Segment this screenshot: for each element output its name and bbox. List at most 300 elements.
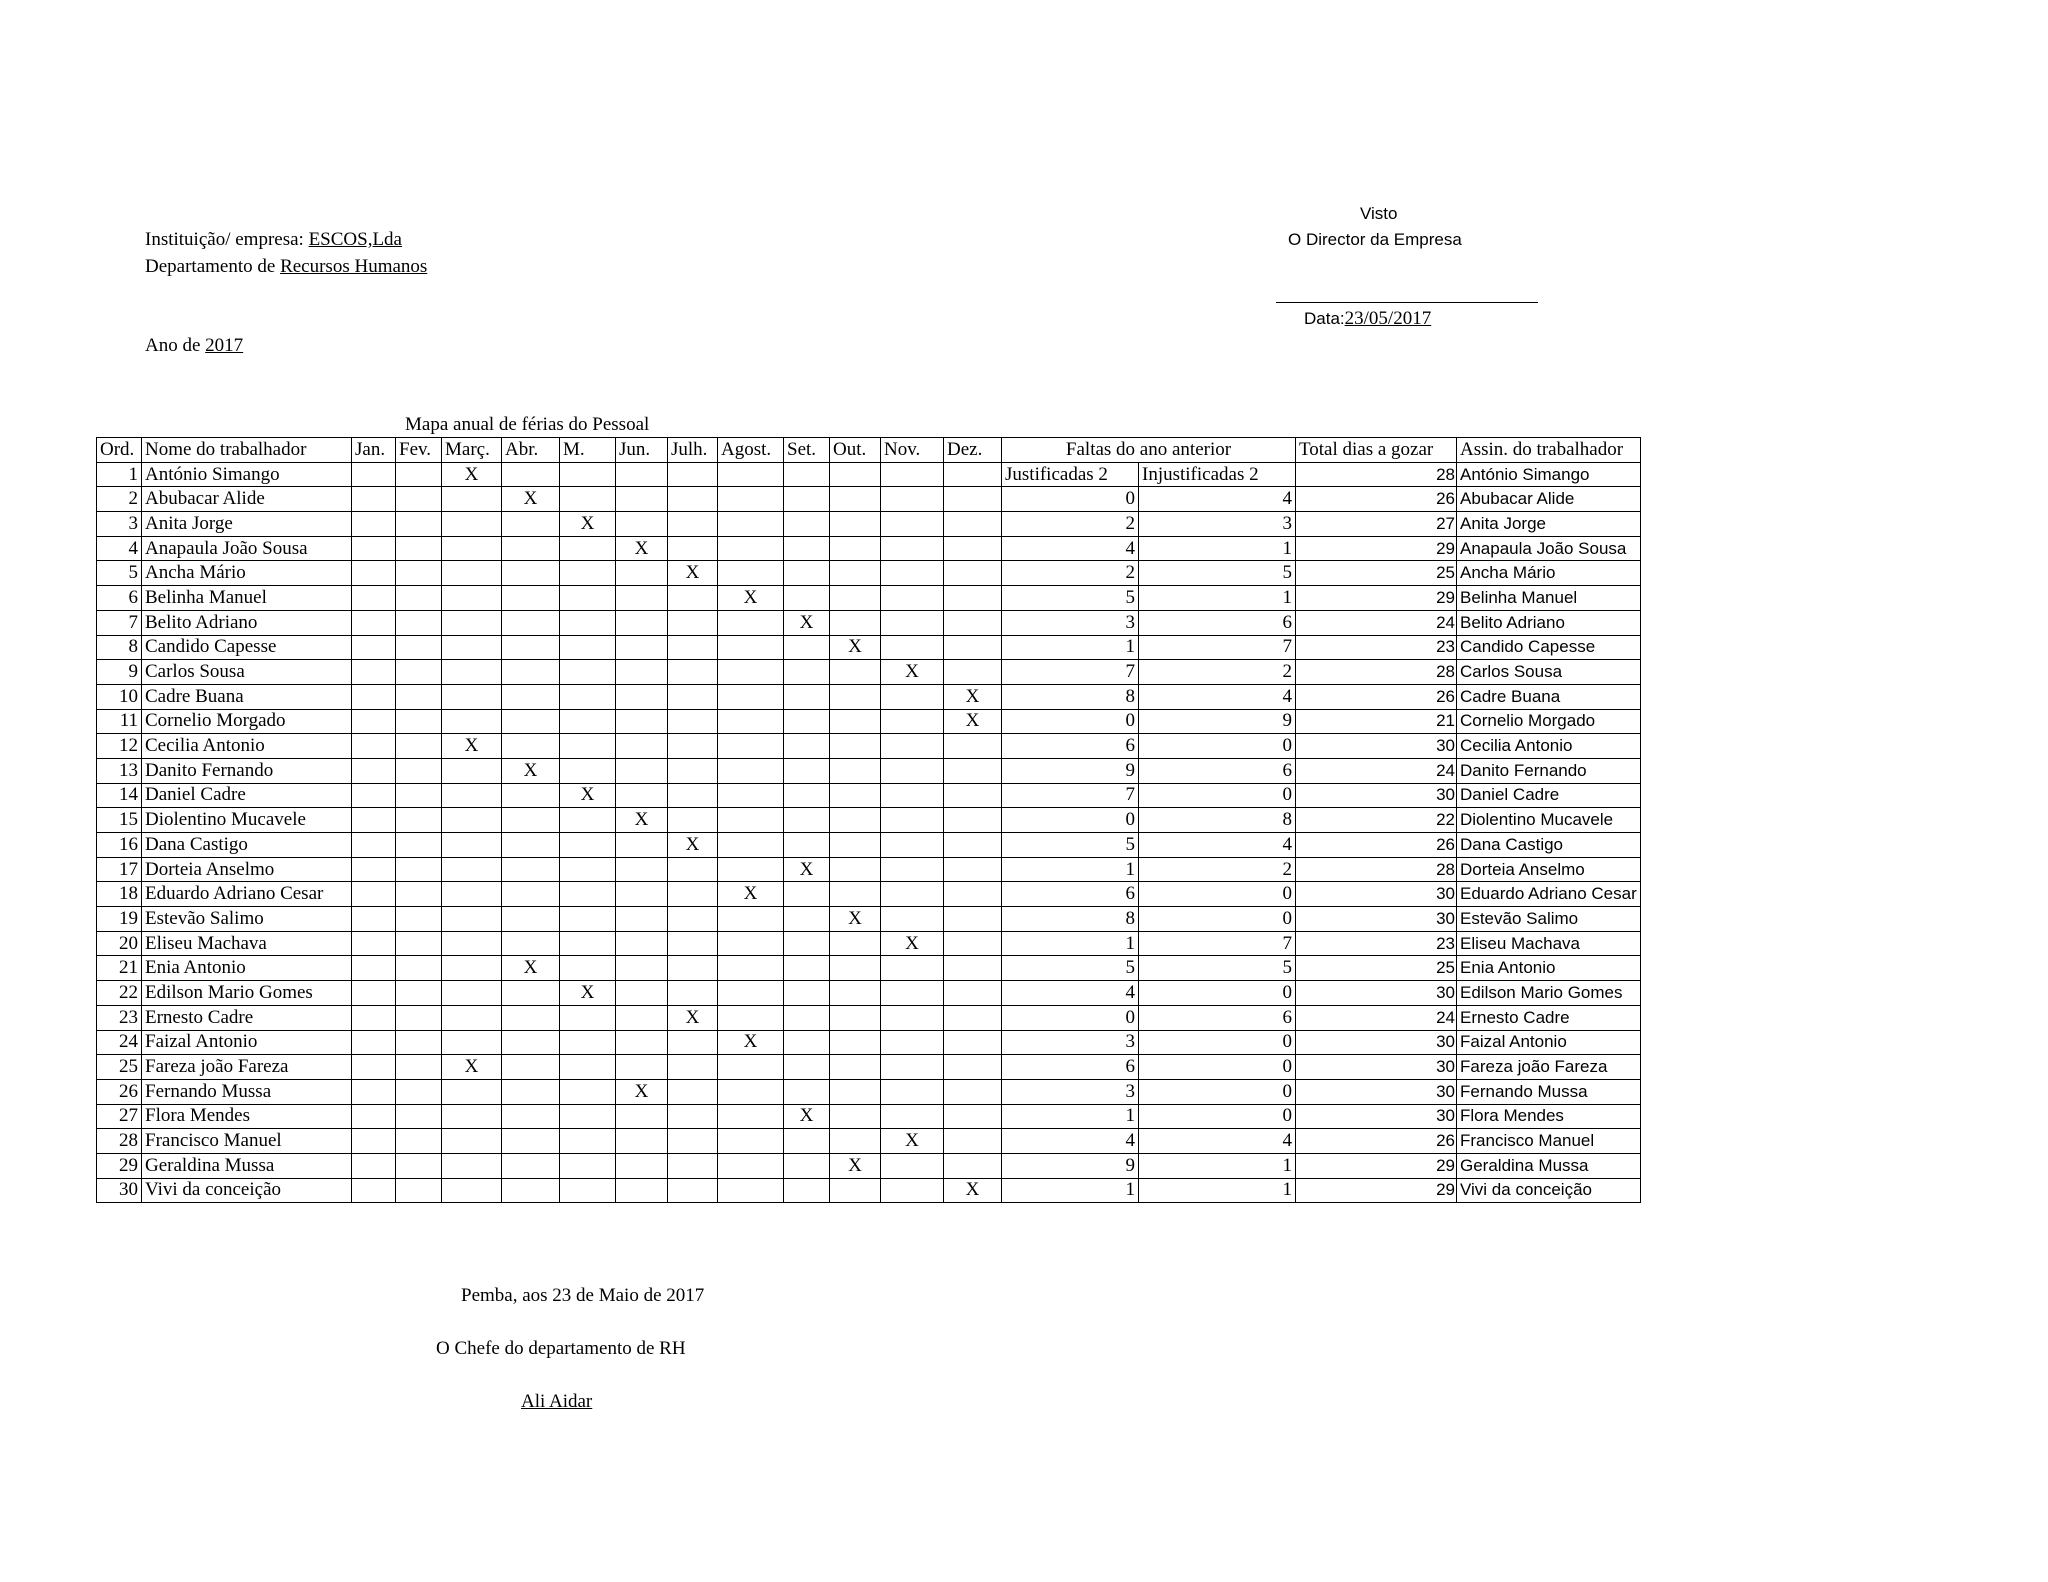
chief-name: Ali Aidar: [521, 1391, 593, 1412]
total-days-cell: 30: [1296, 882, 1457, 907]
vacation-mark: X: [634, 809, 649, 831]
total-days-cell: 28: [1296, 857, 1457, 882]
month-cell: [830, 660, 881, 685]
chief-title: O Chefe do departamento de RH: [436, 1338, 686, 1359]
month-cell: [352, 808, 396, 833]
month-cell: [616, 635, 668, 660]
department-label: Departamento de: [145, 256, 281, 277]
month-cell: [396, 734, 442, 759]
institution-line: [145, 229, 402, 251]
month-cell: [560, 833, 616, 858]
month-cell: [352, 586, 396, 611]
total-days-cell: 26: [1296, 1129, 1457, 1154]
month-cell: [616, 857, 668, 882]
col-header-name: Nome do trabalhador: [142, 438, 352, 463]
month-cell: [830, 512, 881, 537]
name-cell: Candido Capesse: [142, 635, 352, 660]
col-header-out: Out.: [830, 438, 881, 463]
table-row: [97, 808, 1641, 833]
justified-absences-cell: 9: [1002, 1153, 1139, 1178]
month-cell: [352, 956, 396, 981]
justified-absences-cell: 4: [1002, 1129, 1139, 1154]
month-cell: [560, 931, 616, 956]
month-cell: [396, 1104, 442, 1129]
month-cell: [502, 561, 560, 586]
month-cell: [502, 1079, 560, 1104]
unjustified-absences-cell: 8: [1139, 808, 1296, 833]
month-cell: [396, 660, 442, 685]
col-header-fev: Fev.: [396, 438, 442, 463]
month-cell: [881, 783, 944, 808]
month-cell: [616, 660, 668, 685]
worker-signature-cell: Fareza joão Fareza: [1457, 1055, 1641, 1080]
month-cell: [881, 487, 944, 512]
month-cell: [502, 709, 560, 734]
unjustified-absences-cell: 4: [1139, 833, 1296, 858]
month-cell: [668, 1079, 718, 1104]
table-row: [97, 758, 1641, 783]
month-cell: [502, 758, 560, 783]
month-cell: [718, 1104, 784, 1129]
month-cell: [784, 462, 830, 487]
vacation-mark: X: [743, 586, 758, 608]
month-cell: [830, 931, 881, 956]
worker-signature-cell: Dorteia Anselmo: [1457, 857, 1641, 882]
month-cell: [396, 783, 442, 808]
worker-signature-cell: Estevão Salimo: [1457, 907, 1641, 932]
month-cell: [784, 857, 830, 882]
month-cell: [442, 857, 502, 882]
month-cell: [830, 487, 881, 512]
month-cell: [830, 586, 881, 611]
month-cell: [668, 981, 718, 1006]
vacation-roster-table: [96, 437, 1641, 1203]
month-cell: [442, 907, 502, 932]
month-cell: [881, 1055, 944, 1080]
month-cell: [396, 635, 442, 660]
table-row: [97, 512, 1641, 537]
worker-signature-cell: Cadre Buana: [1457, 684, 1641, 709]
name-cell: Ernesto Cadre: [142, 1005, 352, 1030]
unjustified-absences-cell: 0: [1139, 1055, 1296, 1080]
month-cell: [396, 684, 442, 709]
month-cell: [396, 586, 442, 611]
unjustified-absences-cell: 0: [1139, 1104, 1296, 1129]
month-cell: [944, 635, 1002, 660]
table-row: [97, 561, 1641, 586]
month-cell: [830, 1178, 881, 1203]
month-cell: [784, 783, 830, 808]
month-cell: [616, 981, 668, 1006]
col-header-jul: Julh.: [668, 438, 718, 463]
table-row: [97, 1030, 1641, 1055]
month-cell: [442, 1178, 502, 1203]
month-cell: [784, 931, 830, 956]
month-cell: [668, 882, 718, 907]
worker-signature-cell: Eliseu Machava: [1457, 931, 1641, 956]
name-cell: Carlos Sousa: [142, 660, 352, 685]
justified-absences-cell: 5: [1002, 833, 1139, 858]
table-row: [97, 931, 1641, 956]
unjustified-absences-cell: 4: [1139, 1129, 1296, 1154]
ord-cell: 20: [97, 931, 142, 956]
month-cell: [442, 1104, 502, 1129]
department-line: [145, 256, 427, 278]
month-cell: [944, 783, 1002, 808]
month-cell: [944, 487, 1002, 512]
month-cell: [830, 1079, 881, 1104]
ord-cell: 24: [97, 1030, 142, 1055]
month-cell: [668, 561, 718, 586]
month-cell: [718, 512, 784, 537]
month-cell: [668, 536, 718, 561]
month-cell: [442, 487, 502, 512]
month-cell: [502, 660, 560, 685]
worker-signature-cell: Dana Castigo: [1457, 833, 1641, 858]
ord-cell: 27: [97, 1104, 142, 1129]
month-cell: [352, 734, 396, 759]
ord-cell: 14: [97, 783, 142, 808]
unjustified-absences-cell: 6: [1139, 1005, 1296, 1030]
month-cell: [352, 487, 396, 512]
total-days-cell: 29: [1296, 1178, 1457, 1203]
table-row: [97, 635, 1641, 660]
month-cell: [616, 808, 668, 833]
unjustified-absences-cell: 9: [1139, 709, 1296, 734]
month-cell: [502, 1030, 560, 1055]
month-cell: [616, 536, 668, 561]
col-header-set: Set.: [784, 438, 830, 463]
month-cell: [784, 1079, 830, 1104]
total-days-cell: 24: [1296, 1005, 1457, 1030]
month-cell: [881, 586, 944, 611]
name-cell: Eduardo Adriano Cesar: [142, 882, 352, 907]
unjustified-absences-cell: 1: [1139, 1178, 1296, 1203]
month-cell: [784, 833, 830, 858]
table-row: [97, 956, 1641, 981]
month-cell: [502, 931, 560, 956]
name-cell: Eliseu Machava: [142, 931, 352, 956]
month-cell: [616, 1104, 668, 1129]
worker-signature-cell: Faizal Antonio: [1457, 1030, 1641, 1055]
table-row: [97, 833, 1641, 858]
justified-absences-cell: 0: [1002, 709, 1139, 734]
vacation-mark: X: [634, 537, 649, 559]
month-cell: [668, 635, 718, 660]
name-cell: Enia Antonio: [142, 956, 352, 981]
table-row: [97, 783, 1641, 808]
month-cell: [502, 1129, 560, 1154]
month-cell: [668, 610, 718, 635]
month-cell: [502, 1055, 560, 1080]
justified-absences-cell: 1: [1002, 1178, 1139, 1203]
month-cell: [442, 758, 502, 783]
table-row: [97, 684, 1641, 709]
month-cell: [881, 1104, 944, 1129]
total-days-cell: 26: [1296, 487, 1457, 512]
month-cell: [668, 1005, 718, 1030]
month-cell: [830, 1129, 881, 1154]
month-cell: [881, 758, 944, 783]
justified-absences-cell: 8: [1002, 907, 1139, 932]
month-cell: [442, 956, 502, 981]
month-cell: [718, 660, 784, 685]
month-cell: [881, 462, 944, 487]
month-cell: [352, 931, 396, 956]
month-cell: [944, 684, 1002, 709]
month-cell: [396, 931, 442, 956]
month-cell: [502, 981, 560, 1006]
col-header-dez: Dez.: [944, 438, 1002, 463]
month-cell: [396, 758, 442, 783]
worker-signature-cell: Cecilia Antonio: [1457, 734, 1641, 759]
month-cell: [784, 561, 830, 586]
unjustified-absences-cell: 3: [1139, 512, 1296, 537]
total-days-cell: 29: [1296, 1153, 1457, 1178]
month-cell: [784, 586, 830, 611]
month-cell: [944, 1079, 1002, 1104]
month-cell: [830, 1104, 881, 1129]
total-days-cell: 25: [1296, 561, 1457, 586]
month-cell: [718, 487, 784, 512]
month-cell: [944, 882, 1002, 907]
worker-signature-cell: Edilson Mario Gomes: [1457, 981, 1641, 1006]
month-cell: [784, 981, 830, 1006]
month-cell: [352, 684, 396, 709]
month-cell: [881, 1030, 944, 1055]
month-cell: [881, 1129, 944, 1154]
ord-cell: 8: [97, 635, 142, 660]
month-cell: [502, 857, 560, 882]
month-cell: [944, 808, 1002, 833]
ord-cell: 1: [97, 462, 142, 487]
month-cell: [352, 561, 396, 586]
month-cell: [502, 907, 560, 932]
month-cell: [560, 882, 616, 907]
justified-absences-cell: Justificadas 2: [1002, 462, 1139, 487]
col-header-total: Total dias a gozar: [1296, 438, 1457, 463]
ord-cell: 5: [97, 561, 142, 586]
month-cell: [560, 462, 616, 487]
month-cell: [830, 833, 881, 858]
month-cell: [944, 1055, 1002, 1080]
ord-cell: 9: [97, 660, 142, 685]
vacation-mark: X: [580, 981, 595, 1003]
month-cell: [718, 882, 784, 907]
table-row: [97, 660, 1641, 685]
month-cell: [784, 1005, 830, 1030]
month-cell: [668, 1030, 718, 1055]
total-days-cell: 29: [1296, 586, 1457, 611]
month-cell: [830, 882, 881, 907]
worker-signature-cell: Carlos Sousa: [1457, 660, 1641, 685]
justified-absences-cell: 5: [1002, 586, 1139, 611]
month-cell: [502, 536, 560, 561]
justified-absences-cell: 6: [1002, 734, 1139, 759]
month-cell: [718, 783, 784, 808]
month-cell: [560, 857, 616, 882]
month-cell: [442, 1055, 502, 1080]
total-days-cell: 30: [1296, 734, 1457, 759]
month-cell: [396, 561, 442, 586]
month-cell: [668, 783, 718, 808]
worker-signature-cell: Daniel Cadre: [1457, 783, 1641, 808]
month-cell: [830, 956, 881, 981]
institution-value: ESCOS,Lda: [308, 229, 402, 250]
ord-cell: 6: [97, 586, 142, 611]
name-cell: Estevão Salimo: [142, 907, 352, 932]
worker-signature-cell: Belito Adriano: [1457, 610, 1641, 635]
unjustified-absences-cell: 5: [1139, 956, 1296, 981]
month-cell: [442, 833, 502, 858]
worker-signature-cell: Anapaula João Sousa: [1457, 536, 1641, 561]
ord-cell: 23: [97, 1005, 142, 1030]
month-cell: [616, 1129, 668, 1154]
month-cell: [881, 1005, 944, 1030]
month-cell: [881, 1079, 944, 1104]
month-cell: [396, 462, 442, 487]
ord-cell: 11: [97, 709, 142, 734]
month-cell: [560, 1030, 616, 1055]
month-cell: [668, 857, 718, 882]
vacation-mark: X: [848, 636, 862, 658]
month-cell: [784, 512, 830, 537]
month-cell: [616, 1055, 668, 1080]
name-cell: Diolentino Mucavele: [142, 808, 352, 833]
month-cell: [560, 610, 616, 635]
month-cell: [396, 1005, 442, 1030]
unjustified-absences-cell: 0: [1139, 1030, 1296, 1055]
year-line: [145, 335, 243, 357]
total-days-cell: 23: [1296, 931, 1457, 956]
month-cell: [718, 758, 784, 783]
ord-cell: 12: [97, 734, 142, 759]
month-cell: [784, 1055, 830, 1080]
unjustified-absences-cell: 5: [1139, 561, 1296, 586]
month-cell: [668, 758, 718, 783]
month-cell: [784, 709, 830, 734]
month-cell: [560, 536, 616, 561]
vacation-mark: X: [799, 611, 814, 633]
month-cell: [616, 512, 668, 537]
month-cell: [830, 758, 881, 783]
month-cell: [442, 734, 502, 759]
month-cell: [616, 882, 668, 907]
vacation-mark: X: [464, 735, 479, 757]
col-header-mar: Març.: [442, 438, 502, 463]
month-cell: [944, 1030, 1002, 1055]
month-cell: [560, 907, 616, 932]
vacation-mark: X: [965, 1179, 980, 1201]
justified-absences-cell: 2: [1002, 512, 1139, 537]
month-cell: [668, 487, 718, 512]
month-cell: [560, 487, 616, 512]
month-cell: [616, 462, 668, 487]
name-cell: Abubacar Alide: [142, 487, 352, 512]
unjustified-absences-cell: 7: [1139, 635, 1296, 660]
ord-cell: 28: [97, 1129, 142, 1154]
ord-cell: 19: [97, 907, 142, 932]
month-cell: [668, 833, 718, 858]
month-cell: [560, 586, 616, 611]
month-cell: [442, 808, 502, 833]
unjustified-absences-cell: 2: [1139, 660, 1296, 685]
justified-absences-cell: 3: [1002, 1030, 1139, 1055]
month-cell: [442, 586, 502, 611]
month-cell: [352, 882, 396, 907]
department-value: Recursos Humanos: [280, 256, 428, 277]
justified-absences-cell: 4: [1002, 981, 1139, 1006]
month-cell: [718, 462, 784, 487]
month-cell: [352, 1030, 396, 1055]
month-cell: [502, 882, 560, 907]
table-row: [97, 882, 1641, 907]
month-cell: [784, 660, 830, 685]
justified-absences-cell: 0: [1002, 808, 1139, 833]
name-cell: Vivi da conceição: [142, 1178, 352, 1203]
month-cell: [784, 536, 830, 561]
month-cell: [616, 783, 668, 808]
unjustified-absences-cell: 1: [1139, 586, 1296, 611]
month-cell: [560, 734, 616, 759]
month-cell: [944, 981, 1002, 1006]
month-cell: [718, 561, 784, 586]
month-cell: [616, 734, 668, 759]
name-cell: Danito Fernando: [142, 758, 352, 783]
month-cell: [442, 635, 502, 660]
month-cell: [442, 660, 502, 685]
month-cell: [718, 1153, 784, 1178]
month-cell: [830, 684, 881, 709]
month-cell: [830, 536, 881, 561]
justified-absences-cell: 1: [1002, 857, 1139, 882]
month-cell: [616, 1005, 668, 1030]
month-cell: [944, 907, 1002, 932]
month-cell: [396, 512, 442, 537]
unjustified-absences-cell: 2: [1139, 857, 1296, 882]
month-cell: [442, 1129, 502, 1154]
name-cell: Geraldina Mussa: [142, 1153, 352, 1178]
total-days-cell: 30: [1296, 1079, 1457, 1104]
month-cell: [352, 907, 396, 932]
name-cell: Flora Mendes: [142, 1104, 352, 1129]
month-cell: [668, 1178, 718, 1203]
unjustified-absences-cell: 0: [1139, 783, 1296, 808]
month-cell: [560, 758, 616, 783]
month-cell: [668, 1153, 718, 1178]
month-cell: [668, 1055, 718, 1080]
table-row: [97, 1129, 1641, 1154]
month-cell: [442, 882, 502, 907]
worker-signature-cell: Abubacar Alide: [1457, 487, 1641, 512]
month-cell: [502, 1178, 560, 1203]
total-days-cell: 28: [1296, 660, 1457, 685]
month-cell: [830, 734, 881, 759]
month-cell: [560, 1005, 616, 1030]
month-cell: [352, 1079, 396, 1104]
month-cell: [560, 635, 616, 660]
month-cell: [616, 1079, 668, 1104]
unjustified-absences-cell: 0: [1139, 907, 1296, 932]
month-cell: [784, 882, 830, 907]
month-cell: [352, 512, 396, 537]
col-header-jan: Jan.: [352, 438, 396, 463]
month-cell: [881, 561, 944, 586]
month-cell: [944, 1178, 1002, 1203]
table-row: [97, 1055, 1641, 1080]
table-row: [97, 907, 1641, 932]
unjustified-absences-cell: 4: [1139, 684, 1296, 709]
